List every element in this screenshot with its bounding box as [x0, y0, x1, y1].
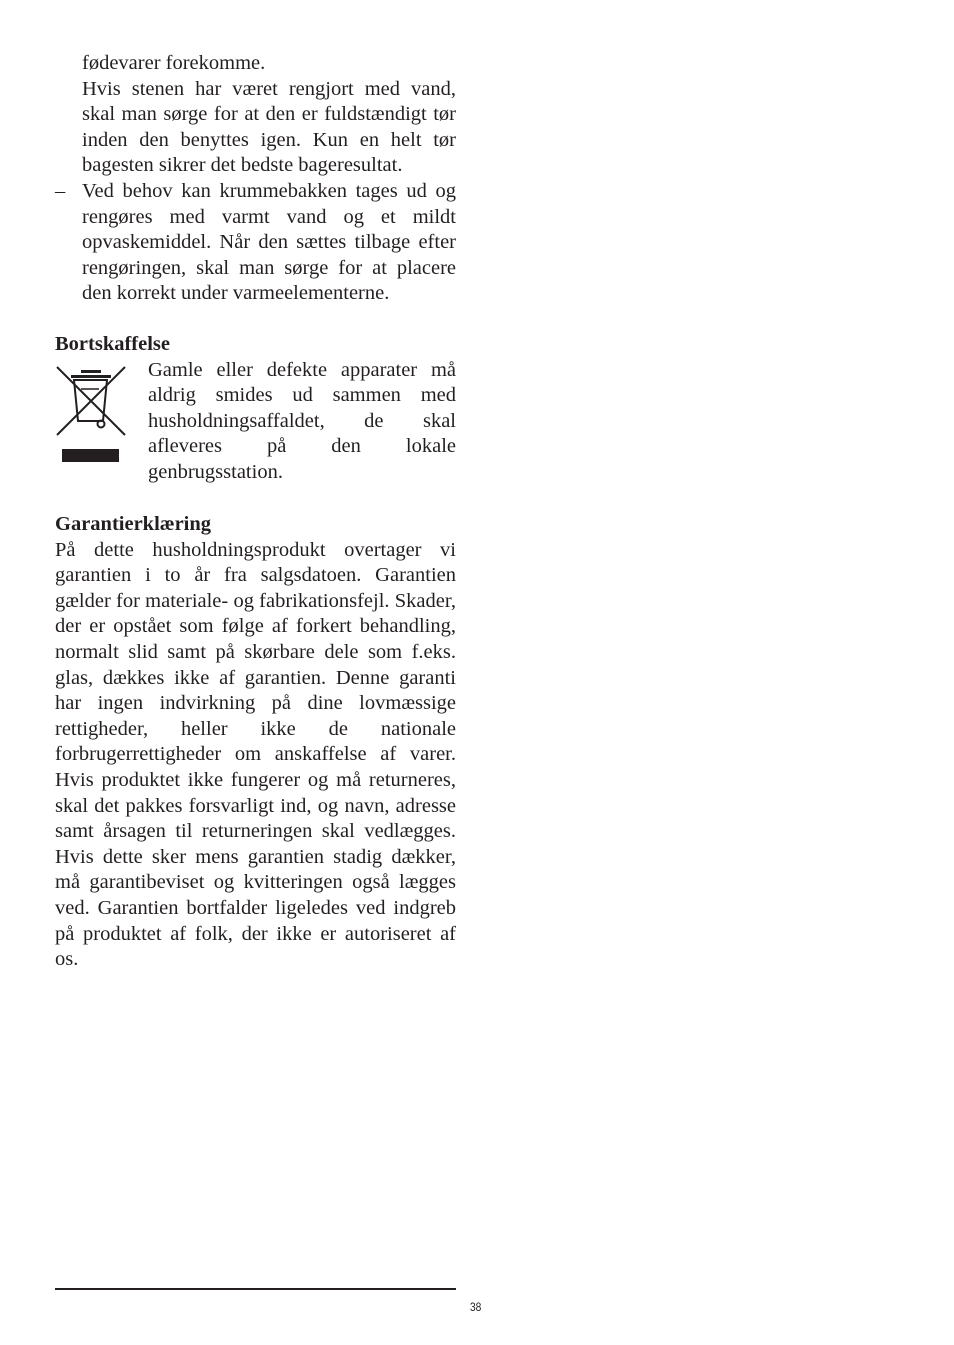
footer-rule: [55, 1288, 456, 1290]
bullet-text: Ved behov kan krummebakken tages ud og rengøres med varmt vand og et mildt opvaskemiddel. Når den sættes tilbage efter rengøringen, skal man sørge for at placere den korrekt under varmeelementerne.: [82, 179, 456, 305]
disposal-body: [55, 358, 456, 486]
continuation-section: [55, 51, 456, 307]
bullet-item: [55, 179, 456, 307]
bullet-dash: –: [55, 179, 66, 202]
warranty-heading: Garantierklæring: [55, 513, 212, 535]
page-number: 38: [470, 1300, 482, 1314]
warranty-text: På dette husholdningsprodukt overtager vi garantien i to år fra salgsdatoen. Garantien gælder for materiale- og fabrikationsfejl. Skader, der er opstået som følge af forkert behandling, normalt slid samt på skørbare dele som f.eks. glas, dækkes ikke af garantien. Denne garanti har ingen indvirkning på dine lovmæssige rettigheder, heller ikke de nationale forbrugerrettigheder om anskaffelse af varer. Hvis produktet ikke fungerer og må returneres, skal det pakkes forsvarligt ind, og navn, adresse samt årsagen til returneringen skal vedlægges. Hvis dette sker mens garantien stadig dækker, må garantibeviset og kvitteringen også lægges ved. Garantien bortfalder ligeledes ved indgreb på produktet af folk, der ikke er autoriseret af os.: [55, 538, 456, 971]
warranty-section: [55, 512, 456, 973]
disposal-section: [55, 332, 456, 486]
disposal-heading: Bortskaffelse: [55, 333, 171, 355]
continuation-line: fødevarer forekomme.: [82, 52, 266, 74]
disposal-text: Gamle eller defekte apparater må aldrig smides ud sammen med husholdningsaffaldet, de skal afleveres på den lokale genbrugsstation.: [148, 358, 456, 483]
continuation-paragraph: Hvis stenen har været rengjort med vand, skal man sørge for at den er fuldstændigt tør inden den benyttes igen. Kun en helt tør bagesten sikrer det bedste bageresultat.: [82, 77, 456, 177]
crossed-out-wheelie-bin-icon: [55, 358, 148, 486]
